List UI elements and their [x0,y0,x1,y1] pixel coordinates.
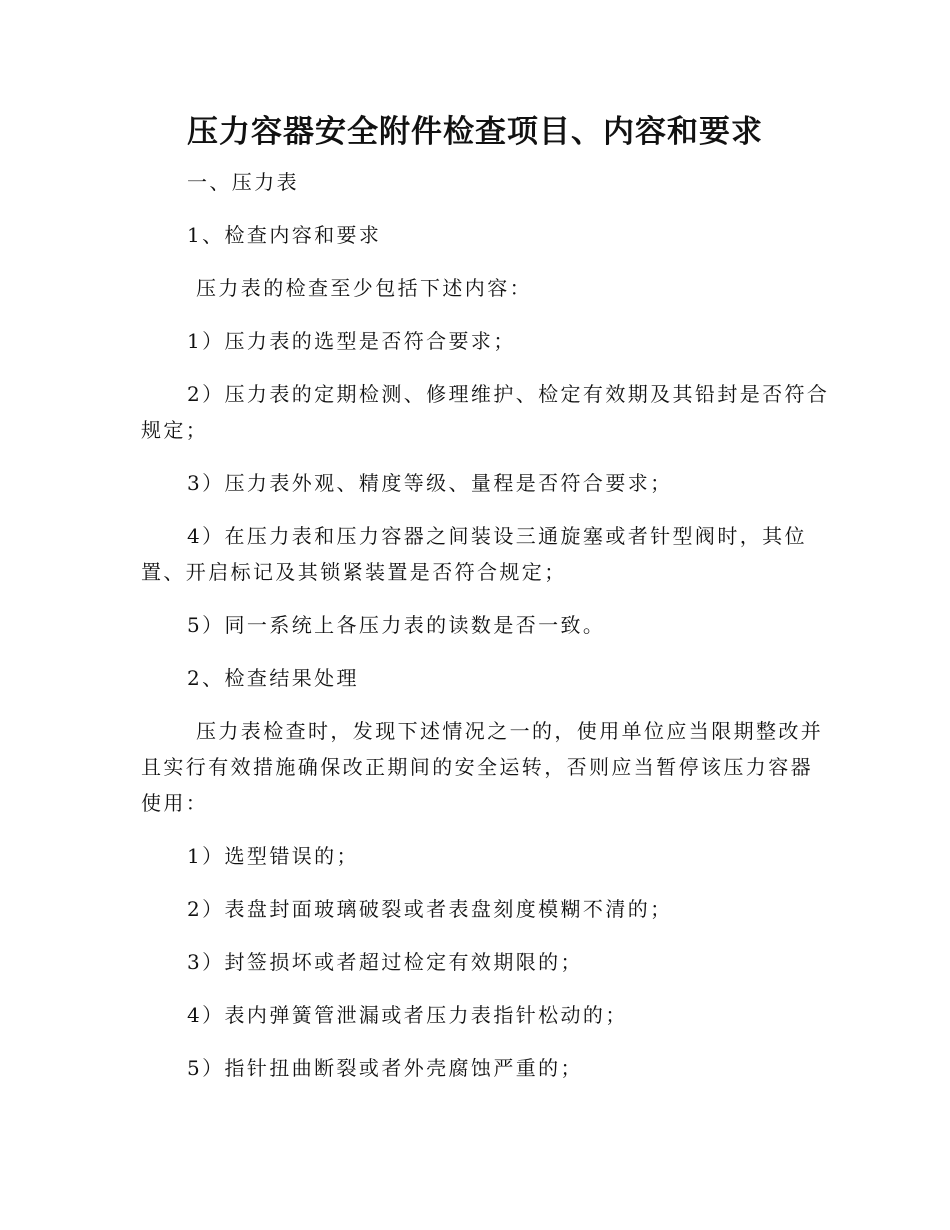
list-item: 2）压力表的定期检测、修理维护、检定有效期及其铅封是否符合 [187,382,830,406]
list-item: 3）封签损坏或者超过检定有效期限的； [187,950,583,974]
list-item: 1）压力表的选型是否符合要求； [187,329,516,353]
list-item: 2）表盘封面玻璃破裂或者表盘刻度模糊不清的； [187,897,673,921]
document-title: 压力容器安全附件检查项目、内容和要求 [187,114,763,150]
subsection-heading-inspection-content: 1、检查内容和要求 [187,223,382,247]
list-item-continuation: 置、开启标记及其锁紧装置是否符合规定； [141,560,567,584]
list-item: 4）表内弹簧管泄漏或者压力表指针松动的； [187,1003,628,1027]
paragraph-result-handling-line: 压力表检查时，发现下述情况之一的，使用单位应当限期整改并 [196,719,824,743]
paragraph-intro-inspection: 压力表的检查至少包括下述内容： [196,276,532,300]
list-item: 4）在压力表和压力容器之间装设三通旋塞或者针型阀时，其位 [187,524,807,548]
list-item: 1）选型错误的； [187,844,359,868]
list-item: 5）指针扭曲断裂或者外壳腐蚀严重的； [187,1056,583,1080]
paragraph-result-handling-line: 使用： [141,791,209,815]
list-item-continuation: 规定； [141,418,209,442]
section-heading-pressure-gauge: 一、压力表 [187,170,299,194]
subsection-heading-result-handling: 2、检查结果处理 [187,666,359,690]
list-item: 5）同一系统上各压力表的读数是否一致。 [187,613,606,637]
list-item: 3）压力表外观、精度等级、量程是否符合要求； [187,471,673,495]
paragraph-result-handling-line: 且实行有效措施确保改正期间的安全运转，否则应当暂停该压力容器 [141,755,813,779]
